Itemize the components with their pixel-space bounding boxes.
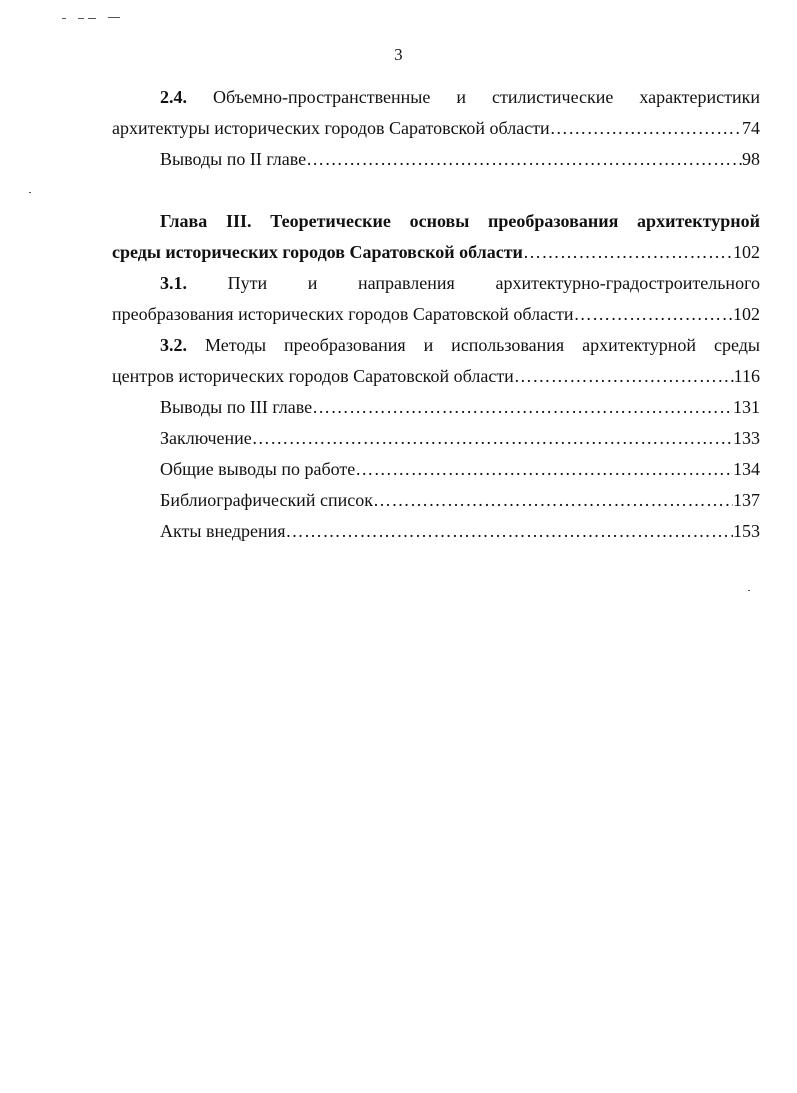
toc-entry-conclusions-3-title: Выводы по III главе — [160, 397, 313, 417]
page-number: 3 — [394, 45, 403, 64]
dot-leader — [523, 237, 733, 268]
toc-chapter-3-label: Глава III. — [160, 211, 252, 231]
dot-leader — [514, 361, 734, 392]
toc-chapter-3-page: 102 — [733, 242, 760, 262]
toc-entry-2-4-title: Объемно-пространственные и стилистические характеристики — [212, 87, 760, 107]
toc-entry-conclusions-2 — [112, 144, 760, 175]
dot-leader — [355, 454, 733, 485]
toc-entry-2-4-line1 — [112, 82, 760, 113]
toc-entry-3-1-number: 3.1. — [160, 273, 187, 293]
toc-entry-implementation-acts — [112, 516, 760, 547]
toc-entry-3-2-line2 — [112, 361, 760, 392]
dot-leader — [306, 144, 742, 175]
dot-leader — [252, 423, 733, 454]
toc-entry-bibliography-page: 137 — [733, 490, 760, 510]
toc-entry-2-4-number: 2.4. — [160, 87, 187, 107]
toc-entry-implementation-acts-page: 153 — [733, 521, 760, 541]
toc-entry-3-1-title: Пути и направления архитектурно-градостроительного — [227, 273, 760, 293]
toc-entry-3-1-line2 — [112, 299, 760, 330]
table-of-contents — [112, 82, 760, 547]
dot-leader — [550, 113, 742, 144]
toc-entry-2-4-line2 — [112, 113, 760, 144]
toc-chapter-3-line2 — [112, 237, 760, 268]
toc-entry-conclusion-page: 133 — [733, 428, 760, 448]
toc-entry-implementation-acts-title: Акты внедрения — [160, 521, 286, 541]
toc-entry-3-2-line1 — [112, 330, 760, 361]
dot-leader — [312, 392, 733, 423]
toc-chapter-3-title-cont: среды исторических городов Саратовской области — [112, 242, 523, 262]
toc-entry-bibliography-title: Библиографический список — [160, 490, 373, 510]
toc-chapter-3-line1 — [112, 206, 760, 237]
toc-entry-2-4-page: 74 — [742, 118, 760, 138]
toc-entry-3-1-page: 102 — [733, 304, 760, 324]
toc-entry-3-2-title-cont: центров исторических городов Саратовской области — [112, 366, 514, 386]
toc-entry-3-1-line1 — [112, 268, 760, 299]
scan-artifact — [62, 18, 66, 19]
toc-entry-conclusions-3 — [112, 392, 760, 423]
toc-entry-2-4-title-cont: архитектуры исторических городов Саратовской области — [112, 118, 550, 138]
toc-entry-3-1-title-cont: преобразования исторических городов Саратовской области — [112, 304, 574, 324]
spacer — [112, 175, 760, 206]
scan-artifact — [108, 17, 120, 18]
toc-entry-3-2-title: Методы преобразования и использования архитектурной среды — [204, 335, 760, 355]
toc-entry-conclusions-2-page: 98 — [742, 149, 760, 169]
toc-entry-general-conclusions — [112, 454, 760, 485]
scan-artifact — [748, 590, 750, 591]
scan-artifact — [78, 18, 84, 19]
toc-chapter-3-title: Теоретические основы преобразования архитектурной — [270, 211, 760, 231]
scan-artifact — [29, 192, 31, 193]
dot-leader — [574, 299, 733, 330]
toc-entry-3-2-page: 116 — [733, 366, 760, 386]
dot-leader — [373, 485, 733, 516]
toc-entry-bibliography — [112, 485, 760, 516]
toc-entry-conclusion — [112, 423, 760, 454]
toc-entry-conclusions-3-page: 131 — [733, 397, 760, 417]
dot-leader — [286, 516, 733, 547]
toc-entry-general-conclusions-page: 134 — [733, 459, 760, 479]
toc-entry-conclusions-2-title: Выводы по II главе — [160, 149, 307, 169]
toc-entry-3-2-number: 3.2. — [160, 335, 187, 355]
toc-entry-conclusion-title: Заключение — [160, 428, 252, 448]
scan-artifact — [88, 18, 96, 19]
toc-entry-general-conclusions-title: Общие выводы по работе — [160, 459, 356, 479]
